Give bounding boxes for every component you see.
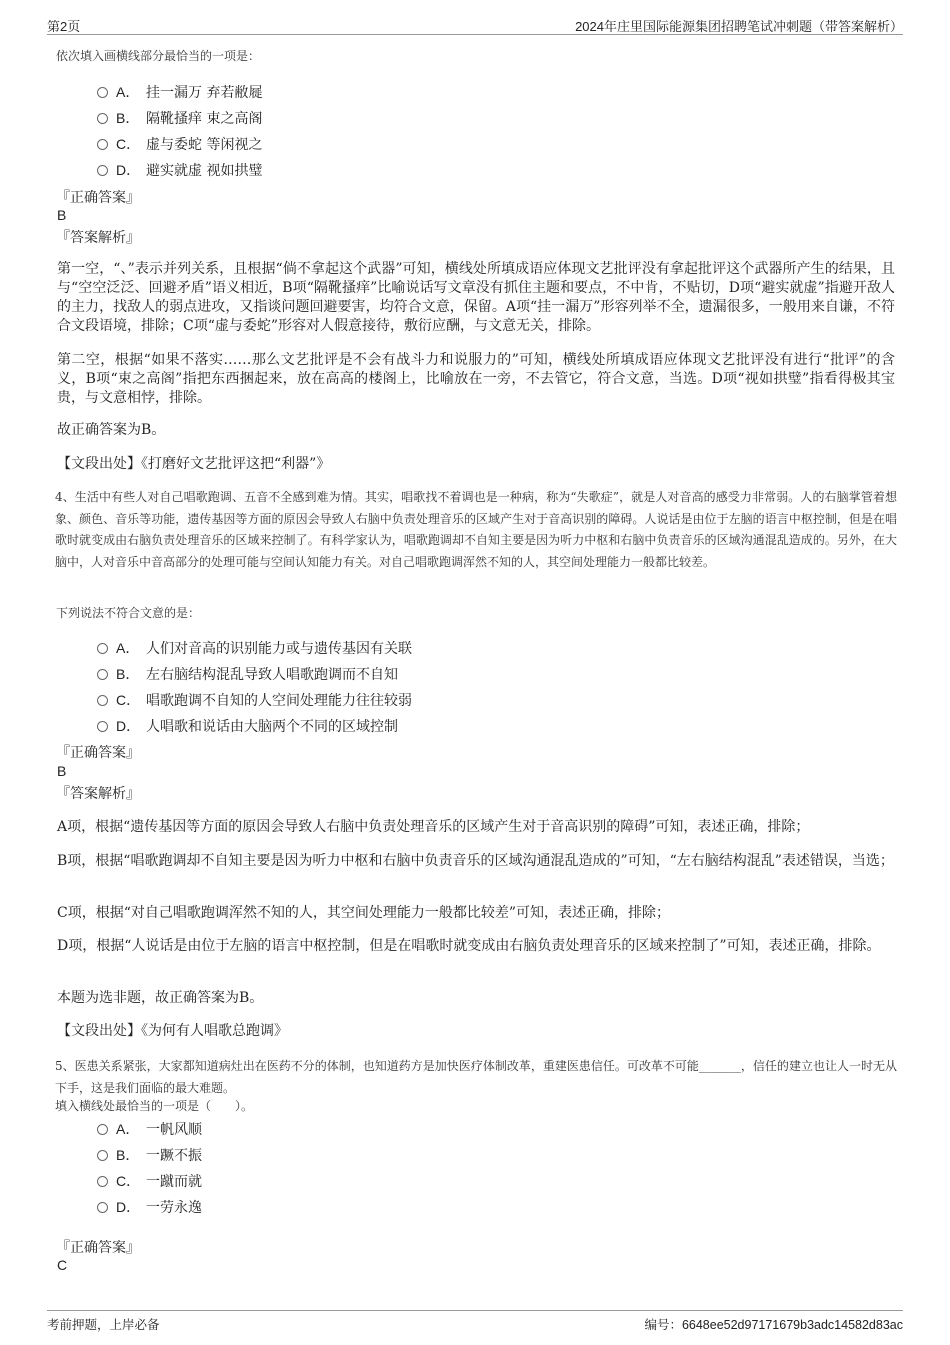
q5-passage: 5、医患关系紧张，大家都知道病灶出在医药不分的体制，也知道药方是加快医疗体制改革，重建医患信任。可改革不可能_______，信任的建立也让人一时无从下手，这是我们面临的最大难题。: [55, 1059, 897, 1095]
q3-answer: B: [57, 207, 67, 223]
radio-icon[interactable]: [97, 1202, 108, 1213]
option-text: 唱歌跑调不自知的人空间处理能力往往较弱: [146, 693, 412, 709]
q3-option-c[interactable]: [97, 134, 262, 154]
q4-analysis-conclusion: 本题为选非题，故正确答案为B。: [57, 990, 264, 1006]
option-text: 人唱歌和说话由大脑两个不同的区域控制: [146, 719, 398, 735]
radio-icon[interactable]: [97, 695, 108, 706]
q5-prompt: 填入横线处最恰当的一项是（ ）。: [55, 1099, 254, 1113]
q3-prompt: 依次填入画横线部分最恰当的一项是：: [56, 49, 261, 63]
option-key: B．: [116, 110, 140, 126]
radio-icon[interactable]: [97, 1124, 108, 1135]
option-text: 人们对音高的识别能力或与遗传基因有关联: [146, 641, 412, 657]
q3-option-b[interactable]: [97, 108, 262, 128]
option-text: 虚与委蛇 等闲视之: [146, 137, 263, 153]
option-key: B．: [116, 1147, 140, 1163]
option-key: C．: [116, 692, 141, 708]
radio-icon[interactable]: [97, 87, 108, 98]
option-key: A．: [116, 84, 140, 100]
radio-icon[interactable]: [97, 113, 108, 124]
option-key: C．: [116, 136, 141, 152]
footer-code: 编号：6648ee52d97171679b3adc14582d83ac: [644, 1318, 903, 1332]
document-title: 2024年庄里国际能源集团招聘笔试冲刺题（带答案解析）: [575, 19, 903, 34]
radio-icon[interactable]: [97, 139, 108, 150]
radio-icon[interactable]: [97, 1176, 108, 1187]
q4-prompt: 下列说法不符合文意的是：: [56, 606, 201, 620]
radio-icon[interactable]: [97, 165, 108, 176]
q4-answer-label: 『正确答案』: [56, 745, 140, 761]
radio-icon[interactable]: [97, 643, 108, 654]
page-footer: [47, 1310, 903, 1332]
q3-analysis-label: 『答案解析』: [56, 230, 140, 246]
q4-analysis-b: B项，根据“唱歌跑调却不自知主要是因为听力中枢和右脑中负责音乐的区域沟通混乱造成的”可知，“左右脑结构混乱”表述错误，当选；: [57, 853, 894, 869]
option-text: 挂一漏万 弃若敝屣: [146, 85, 263, 101]
q4-source: 【文段出处】《为何有人唱歌总跑调》: [57, 1023, 288, 1039]
q4-option-b[interactable]: [97, 664, 398, 684]
page-header: [47, 16, 903, 35]
q4-option-a[interactable]: [97, 638, 412, 658]
q3-answer-label: 『正确答案』: [56, 190, 140, 206]
q5-option-c[interactable]: [97, 1171, 202, 1191]
option-key: B．: [116, 666, 140, 682]
q4-analysis-label: 『答案解析』: [56, 786, 140, 802]
q5-answer-label: 『正确答案』: [56, 1240, 140, 1256]
q3-analysis-p1: 第一空，“、”表示并列关系，且根据“倘不拿起这个武器”可知，横线处所填成语应体现文艺批评没有拿起批评这个武器所产生的结果，且与“空空泛泛、回避矛盾”语义相近，B项“隔靴搔痒”比喻说话写文章没有抓住主题和要点，不中肯，不贴切，D项“避实就虚”指避开敌人的主力，找敌人的弱点进攻，又指谈问题回避要害，均符合文意，保留。A项“挂一漏万”形容列举不全，遗漏很多，一般用来自谦，不符合文段语境，排除；C项“虚与委蛇”形容对人假意接待，敷衍应酬，与文意无关，排除。: [57, 261, 895, 334]
q5-answer: C: [57, 1257, 68, 1273]
option-text: 一蹴而就: [146, 1174, 202, 1190]
q4-analysis-d: D项，根据“人说话是由位于左脑的语言中枢控制，但是在唱歌时就变成由右脑负责处理音乐的区域来控制了”可知，表述正确，排除。: [57, 938, 881, 954]
option-text: 一帆风顺: [146, 1122, 202, 1138]
option-key: D．: [116, 718, 141, 734]
q4-passage: 4、生活中有些人对自己唱歌跑调、五音不全感到难为情。其实，唱歌找不着调也是一种病，称为“失歌症”，就是人对音高的感受力非常弱。人的右脑掌管着想象、颜色、音乐等功能，遗传基因等方面的原因会导致人右脑中负责处理音乐的区域产生对于音高识别的障碍。人说话是由位于左脑的语言中枢控制，但是在唱歌时就变成由右脑负责处理音乐的区域来控制了。有科学家认为，唱歌跑调却不自知主要是因为听力中枢和右脑中负责音乐的区域沟通混乱造成的。另外，在大脑中，人对音乐中音高部分的处理可能与空间认知能力有关。对自己唱歌跑调浑然不知的人，其空间处理能力一般都比较差。: [55, 490, 897, 569]
q3-analysis-p3: 故正确答案为B。: [57, 422, 166, 438]
q5-option-d[interactable]: [97, 1197, 202, 1217]
q4-option-c[interactable]: [97, 690, 412, 710]
option-key: A．: [116, 1121, 140, 1137]
option-text: 隔靴搔痒 束之高阁: [146, 111, 263, 127]
q5-option-b[interactable]: [97, 1145, 202, 1165]
radio-icon[interactable]: [97, 669, 108, 680]
q4-answer: B: [57, 763, 67, 779]
radio-icon[interactable]: [97, 1150, 108, 1161]
q3-option-a[interactable]: [97, 82, 262, 102]
q4-analysis-a: A项，根据“遗传基因等方面的原因会导致人右脑中负责处理音乐的区域产生对于音高识别的障碍”可知，表述正确，排除；: [57, 819, 810, 835]
option-text: 避实就虚 视如拱璧: [146, 163, 263, 179]
option-text: 一劳永逸: [146, 1200, 202, 1216]
page-number: 第2页: [47, 19, 81, 34]
option-text: 一蹶不振: [146, 1148, 202, 1164]
option-key: D．: [116, 162, 141, 178]
radio-icon[interactable]: [97, 721, 108, 732]
q4-option-d[interactable]: [97, 716, 398, 736]
option-key: D．: [116, 1199, 141, 1215]
q5-option-a[interactable]: [97, 1119, 202, 1139]
q3-analysis-p2: 第二空，根据“如果不落实……那么文艺批评是不会有战斗力和说服力的”可知，横线处所填成语应体现文艺批评没有进行“批评”的含义，B项“束之高阁”指把东西捆起来，放在高高的楼阁上，比喻放在一旁，不去管它，符合文意，当选。D项“视如拱璧”指看得极其宝贵，与文意相悖，排除。: [57, 352, 895, 406]
footer-slogan: 考前押题，上岸必备: [47, 1318, 160, 1332]
option-key: C．: [116, 1173, 141, 1189]
q4-analysis-c: C项，根据“对自己唱歌跑调浑然不知的人，其空间处理能力一般都比较差”可知，表述正确，排除；: [57, 905, 671, 921]
q3-source: 【文段出处】《打磨好文艺批评这把“利器”》: [57, 456, 331, 472]
option-text: 左右脑结构混乱导致人唱歌跑调而不自知: [146, 667, 398, 683]
q3-option-d[interactable]: [97, 160, 262, 180]
option-key: A．: [116, 640, 140, 656]
